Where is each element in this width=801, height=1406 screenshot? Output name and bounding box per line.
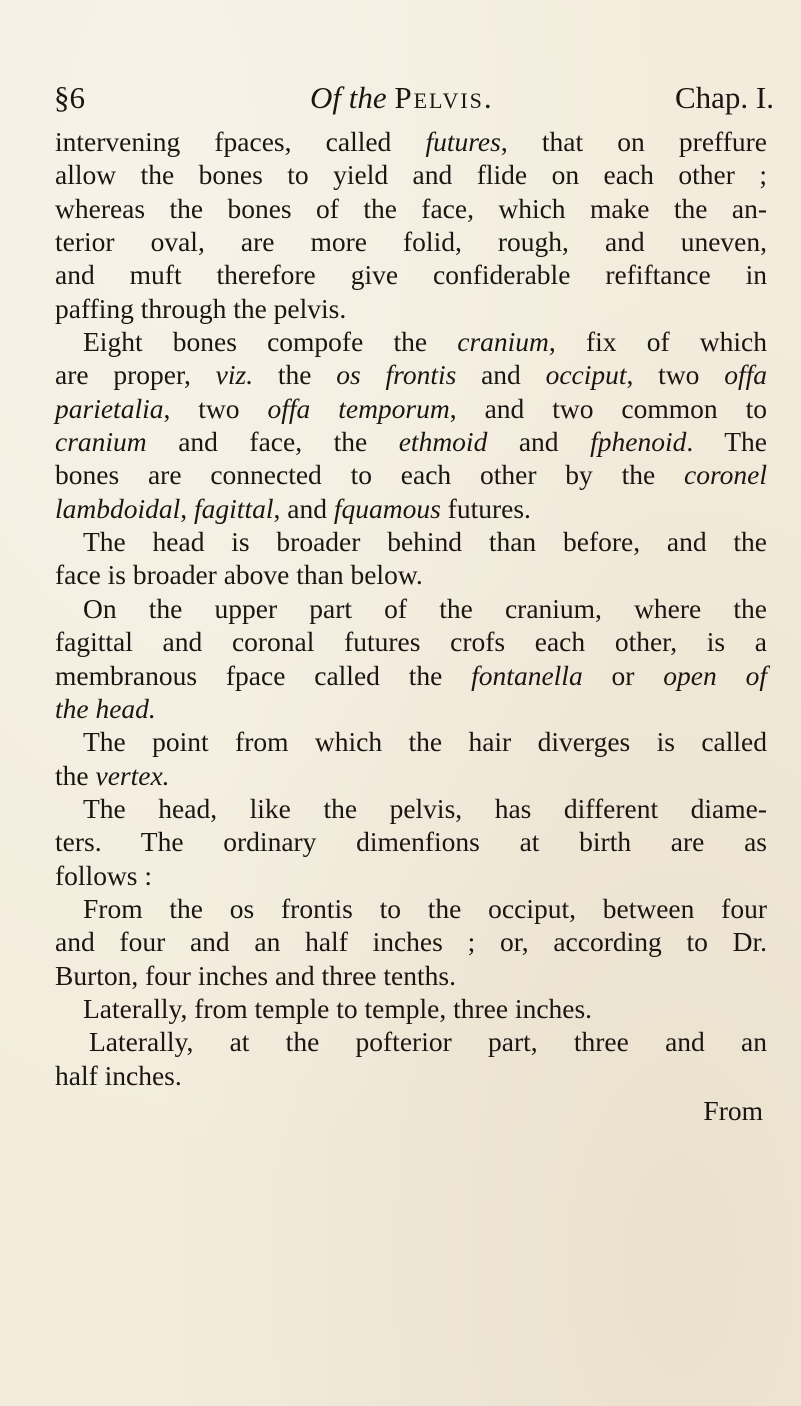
text-run: open of [663, 659, 767, 691]
text-run: and face, the [146, 426, 399, 458]
text-run: . The [686, 426, 767, 458]
text-run: and four and an half inches ; or, according to Dr. [55, 926, 767, 958]
text-run: viz. [215, 359, 254, 391]
text-run: whereas the bones of the face, which make the an- [55, 192, 767, 224]
body-text [55, 125, 767, 1127]
text-run: , and two common to [449, 392, 767, 424]
text-run: the [253, 359, 337, 391]
text-run: offa temporum [267, 392, 450, 424]
text-line [55, 525, 767, 558]
text-run: , fix of which [548, 326, 767, 358]
text-run: parietalia [55, 392, 164, 424]
text-run: Burton, four inches and three tenths. [55, 959, 456, 991]
text-run: , and [273, 492, 334, 524]
text-run: and muft therefore give confiderable refiftance in [55, 259, 767, 291]
text-line [55, 692, 767, 725]
running-title-prefix: Of the [310, 80, 395, 115]
text-run: occiput [545, 359, 627, 391]
text-run: half inches. [55, 1059, 182, 1091]
text-line [55, 158, 767, 191]
running-head [54, 78, 774, 118]
text-line [55, 892, 767, 925]
text-run: The head is broader behind than before, and the [83, 526, 767, 558]
text-run: From the os frontis to the occiput, between four [83, 892, 767, 924]
text-run: lambdoidal [55, 492, 181, 524]
text-run: coronel [684, 459, 767, 491]
text-run: fagittal and coronal futures crofs each other, is a [55, 626, 767, 658]
text-line [55, 358, 767, 391]
running-title-main: Pelvis. [394, 80, 494, 115]
text-line [55, 792, 767, 825]
text-line [55, 125, 767, 158]
text-run: fphenoid [590, 426, 687, 458]
text-run: paffing through the pelvis. [55, 292, 347, 324]
text-run: cranium [55, 426, 147, 458]
text-run: offa [724, 359, 767, 391]
text-line [55, 859, 767, 892]
text-run: the head. [55, 692, 156, 724]
text-line [55, 425, 767, 458]
text-line [55, 659, 767, 692]
text-run: futures. [440, 492, 531, 524]
text-run: ters. The ordinary dimenfions at birth are as [55, 826, 767, 858]
text-run: On the upper part of the cranium, where the [83, 592, 767, 624]
text-line [55, 292, 767, 325]
text-run: Eight bones compofe the [83, 326, 458, 358]
text-run: the [55, 759, 96, 791]
text-run: The head, like the pelvis, has different diame- [83, 792, 767, 824]
page-number: §6 [54, 80, 85, 115]
text-line [55, 325, 767, 358]
text-line [55, 759, 767, 792]
text-run: fquamous [333, 492, 441, 524]
text-line [55, 492, 767, 525]
text-line [55, 225, 767, 258]
text-line [55, 725, 767, 758]
text-run: face is broader above than below. [55, 559, 423, 591]
text-line [55, 458, 767, 491]
text-run: and [456, 359, 546, 391]
text-run: , that on preffure [500, 126, 767, 157]
catchword: From [703, 1094, 763, 1126]
text-run: membranous fpace called the [55, 659, 472, 691]
text-run: , two [626, 359, 725, 391]
text-run: ethmoid [398, 426, 488, 458]
text-line [55, 1059, 767, 1092]
text-run: vertex. [95, 759, 170, 791]
text-line [55, 959, 767, 992]
text-run: The point from which the hair diverges is called [83, 726, 767, 758]
text-line [55, 825, 767, 858]
chapter-label: Chap. I. [674, 80, 774, 115]
text-run: or [582, 659, 664, 691]
text-run: terior oval, are more folid, rough, and uneven, [55, 226, 767, 258]
running-title [310, 78, 494, 118]
text-line [55, 392, 767, 425]
text-run: fontanella [471, 659, 583, 691]
text-run: , [180, 492, 195, 524]
text-line [55, 625, 767, 658]
text-run: intervening fpaces, called [55, 126, 426, 157]
text-line [55, 992, 767, 1025]
text-run: Laterally, at the pofterior part, three and an [89, 1026, 767, 1058]
text-run: Laterally, from temple to temple, three inches. [83, 992, 593, 1024]
text-line [55, 258, 767, 291]
text-run: and [487, 426, 591, 458]
text-line [55, 925, 767, 958]
text-run: bones are connected to each other by the [55, 459, 685, 491]
text-run: futures [425, 126, 501, 157]
text-run: fagittal [194, 492, 274, 524]
text-run: are proper, [55, 359, 216, 391]
text-run: cranium [457, 326, 549, 358]
text-line [55, 192, 767, 225]
text-run: follows : [55, 859, 153, 891]
text-run: os frontis [336, 359, 457, 391]
text-run: , two [163, 392, 268, 424]
text-line [55, 558, 767, 591]
text-line [55, 592, 767, 625]
text-line [55, 1025, 767, 1058]
text-run: allow the bones to yield and flide on each other ; [55, 159, 767, 191]
